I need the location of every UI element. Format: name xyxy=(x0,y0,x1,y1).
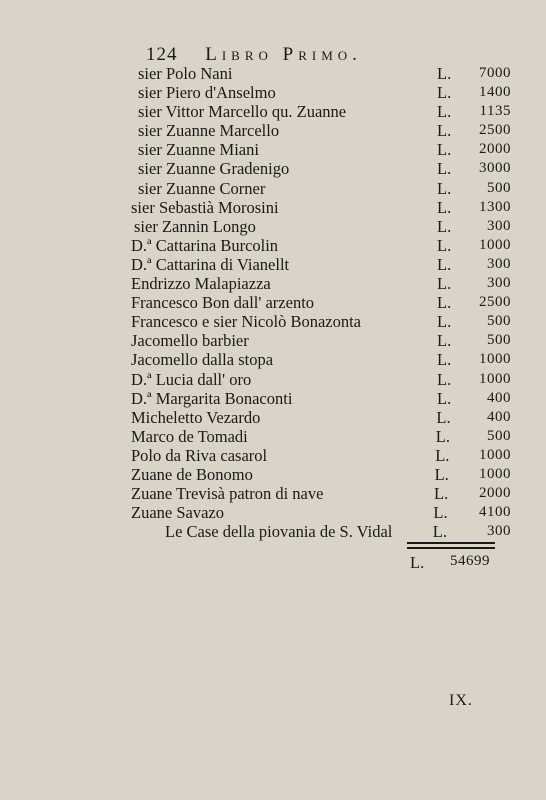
ledger-row xyxy=(0,465,546,484)
entry-currency: L. xyxy=(437,388,452,408)
entry-name: Zuane Trevisà patron di nave xyxy=(131,484,324,504)
entry-name: sier Sebastià Morosini xyxy=(131,197,279,217)
entry-amount: 1000 xyxy=(479,465,511,482)
entry-currency: L. xyxy=(434,464,449,484)
ledger-row xyxy=(0,389,546,408)
entry-name: Francesco Bon dall' arzento xyxy=(131,293,315,313)
ledger-row xyxy=(0,217,546,236)
entry-currency: L. xyxy=(436,407,451,427)
entry-currency: L. xyxy=(437,331,452,351)
entry-name: D.ª Cattarina Burcolin xyxy=(131,235,279,255)
ledger-row xyxy=(0,427,546,446)
entry-currency: L. xyxy=(437,369,452,389)
entry-currency: L. xyxy=(437,235,452,255)
ledger-row xyxy=(0,446,546,465)
total-currency: L. xyxy=(410,553,425,572)
entry-name: sier Zuanne Marcello xyxy=(138,121,280,141)
ledger-row xyxy=(0,236,546,255)
entry-currency: L. xyxy=(437,159,452,179)
ledger-row xyxy=(0,140,546,159)
entry-amount: 500 xyxy=(487,427,511,444)
ledger-row xyxy=(0,179,546,198)
ledger-row xyxy=(0,350,546,369)
entry-name: sier Zuanne Miani xyxy=(138,140,259,160)
entry-currency: L. xyxy=(437,83,452,103)
entry-name: sier Vittor Marcello qu. Zuanne xyxy=(138,102,347,122)
entry-currency: L. xyxy=(432,522,448,542)
ledger-row xyxy=(0,484,546,503)
ledger-row xyxy=(0,312,546,331)
entry-amount: 400 xyxy=(487,389,511,406)
total-rule-lower xyxy=(407,547,495,549)
running-title: Libro Primo. xyxy=(205,44,362,65)
entry-amount: 500 xyxy=(487,332,511,349)
entry-amount: 1000 xyxy=(479,370,511,387)
entry-name: sier Polo Nani xyxy=(138,64,233,83)
entry-currency: L. xyxy=(437,121,452,141)
ledger-row xyxy=(0,159,546,178)
entry-amount: 300 xyxy=(487,275,511,292)
entry-name: sier Zannin Longo xyxy=(134,216,256,236)
entry-name: Micheletto Vezardo xyxy=(131,407,261,427)
total-rule-upper xyxy=(407,542,495,544)
entry-name: sier Piero d'Anselmo xyxy=(138,83,276,103)
entry-amount: 4100 xyxy=(479,504,511,521)
running-header xyxy=(146,44,362,66)
entry-currency: L. xyxy=(437,140,452,160)
entry-amount: 400 xyxy=(487,408,511,425)
entry-amount: 1400 xyxy=(479,84,511,101)
ledger-row xyxy=(0,522,546,541)
ledger-row xyxy=(0,370,546,389)
entry-amount: 1135 xyxy=(479,103,511,120)
entry-currency: L. xyxy=(437,254,452,274)
entry-currency: L. xyxy=(437,274,452,294)
entry-name: Marco de Tomadi xyxy=(131,426,248,446)
entry-name: Le Case della piovania de S. Vidal xyxy=(165,522,393,542)
entry-currency: L. xyxy=(437,197,452,217)
ledger-row xyxy=(0,408,546,427)
ledger-row xyxy=(0,293,546,312)
entry-currency: L. xyxy=(437,64,452,83)
entry-name: Polo da Riva casarol xyxy=(131,445,268,465)
ledger-row xyxy=(0,274,546,293)
ledger-row xyxy=(0,121,546,140)
entry-amount: 1000 xyxy=(479,446,511,463)
ledger-row xyxy=(0,503,546,522)
entry-name: D.ª Lucia dall' oro xyxy=(131,369,252,389)
total-amount: 54699 xyxy=(450,553,490,569)
ledger-row xyxy=(0,198,546,217)
entry-currency: L. xyxy=(437,312,452,332)
entry-amount: 500 xyxy=(487,179,511,196)
entry-amount: 2500 xyxy=(479,294,511,311)
entry-name: sier Zuanne Gradenigo xyxy=(138,159,290,179)
entry-name: D.ª Margarita Bonaconti xyxy=(131,388,293,408)
entry-name: Jacomello dalla stopa xyxy=(131,350,274,370)
entry-name: sier Zuanne Corner xyxy=(138,178,266,198)
entry-amount: 300 xyxy=(487,255,511,272)
entry-currency: L. xyxy=(435,426,451,446)
entry-name: D.ª Cattarina di Vianellt xyxy=(131,254,290,274)
entry-amount: 300 xyxy=(487,217,511,234)
entry-amount: 1000 xyxy=(479,236,511,253)
entry-name: Zuane de Bonomo xyxy=(131,464,253,484)
entry-name: Zuane Savazo xyxy=(131,503,224,523)
entry-name: Jacomello barbier xyxy=(131,331,249,351)
entry-currency: L. xyxy=(435,445,450,465)
entry-amount: 2500 xyxy=(479,122,511,139)
ledger-row xyxy=(0,255,546,274)
entry-name: Endrizzo Malapiazza xyxy=(131,274,271,294)
entry-amount: 300 xyxy=(487,523,511,540)
entry-name: Francesco e sier Nicolò Bonazonta xyxy=(131,312,362,332)
entry-amount: 1000 xyxy=(479,351,511,368)
ledger-row xyxy=(0,83,546,102)
signature-mark: IX. xyxy=(449,692,473,709)
entry-currency: L. xyxy=(437,293,452,313)
entry-currency: L. xyxy=(437,102,452,122)
page-number: 124 xyxy=(146,44,178,65)
ledger-row xyxy=(0,64,546,83)
ledger-row xyxy=(0,102,546,121)
entry-amount: 7000 xyxy=(479,65,511,81)
ledger-row xyxy=(0,331,546,350)
entry-currency: L. xyxy=(437,178,452,198)
entry-amount: 2000 xyxy=(479,141,511,158)
entry-amount: 1300 xyxy=(479,198,511,215)
entry-amount: 3000 xyxy=(479,160,511,177)
entry-amount: 500 xyxy=(487,313,511,330)
entry-currency: L. xyxy=(437,216,452,236)
entry-currency: L. xyxy=(433,503,448,523)
entry-currency: L. xyxy=(434,484,449,504)
entry-amount: 2000 xyxy=(479,485,511,502)
ledger-entries xyxy=(0,64,546,541)
entry-currency: L. xyxy=(437,350,452,370)
